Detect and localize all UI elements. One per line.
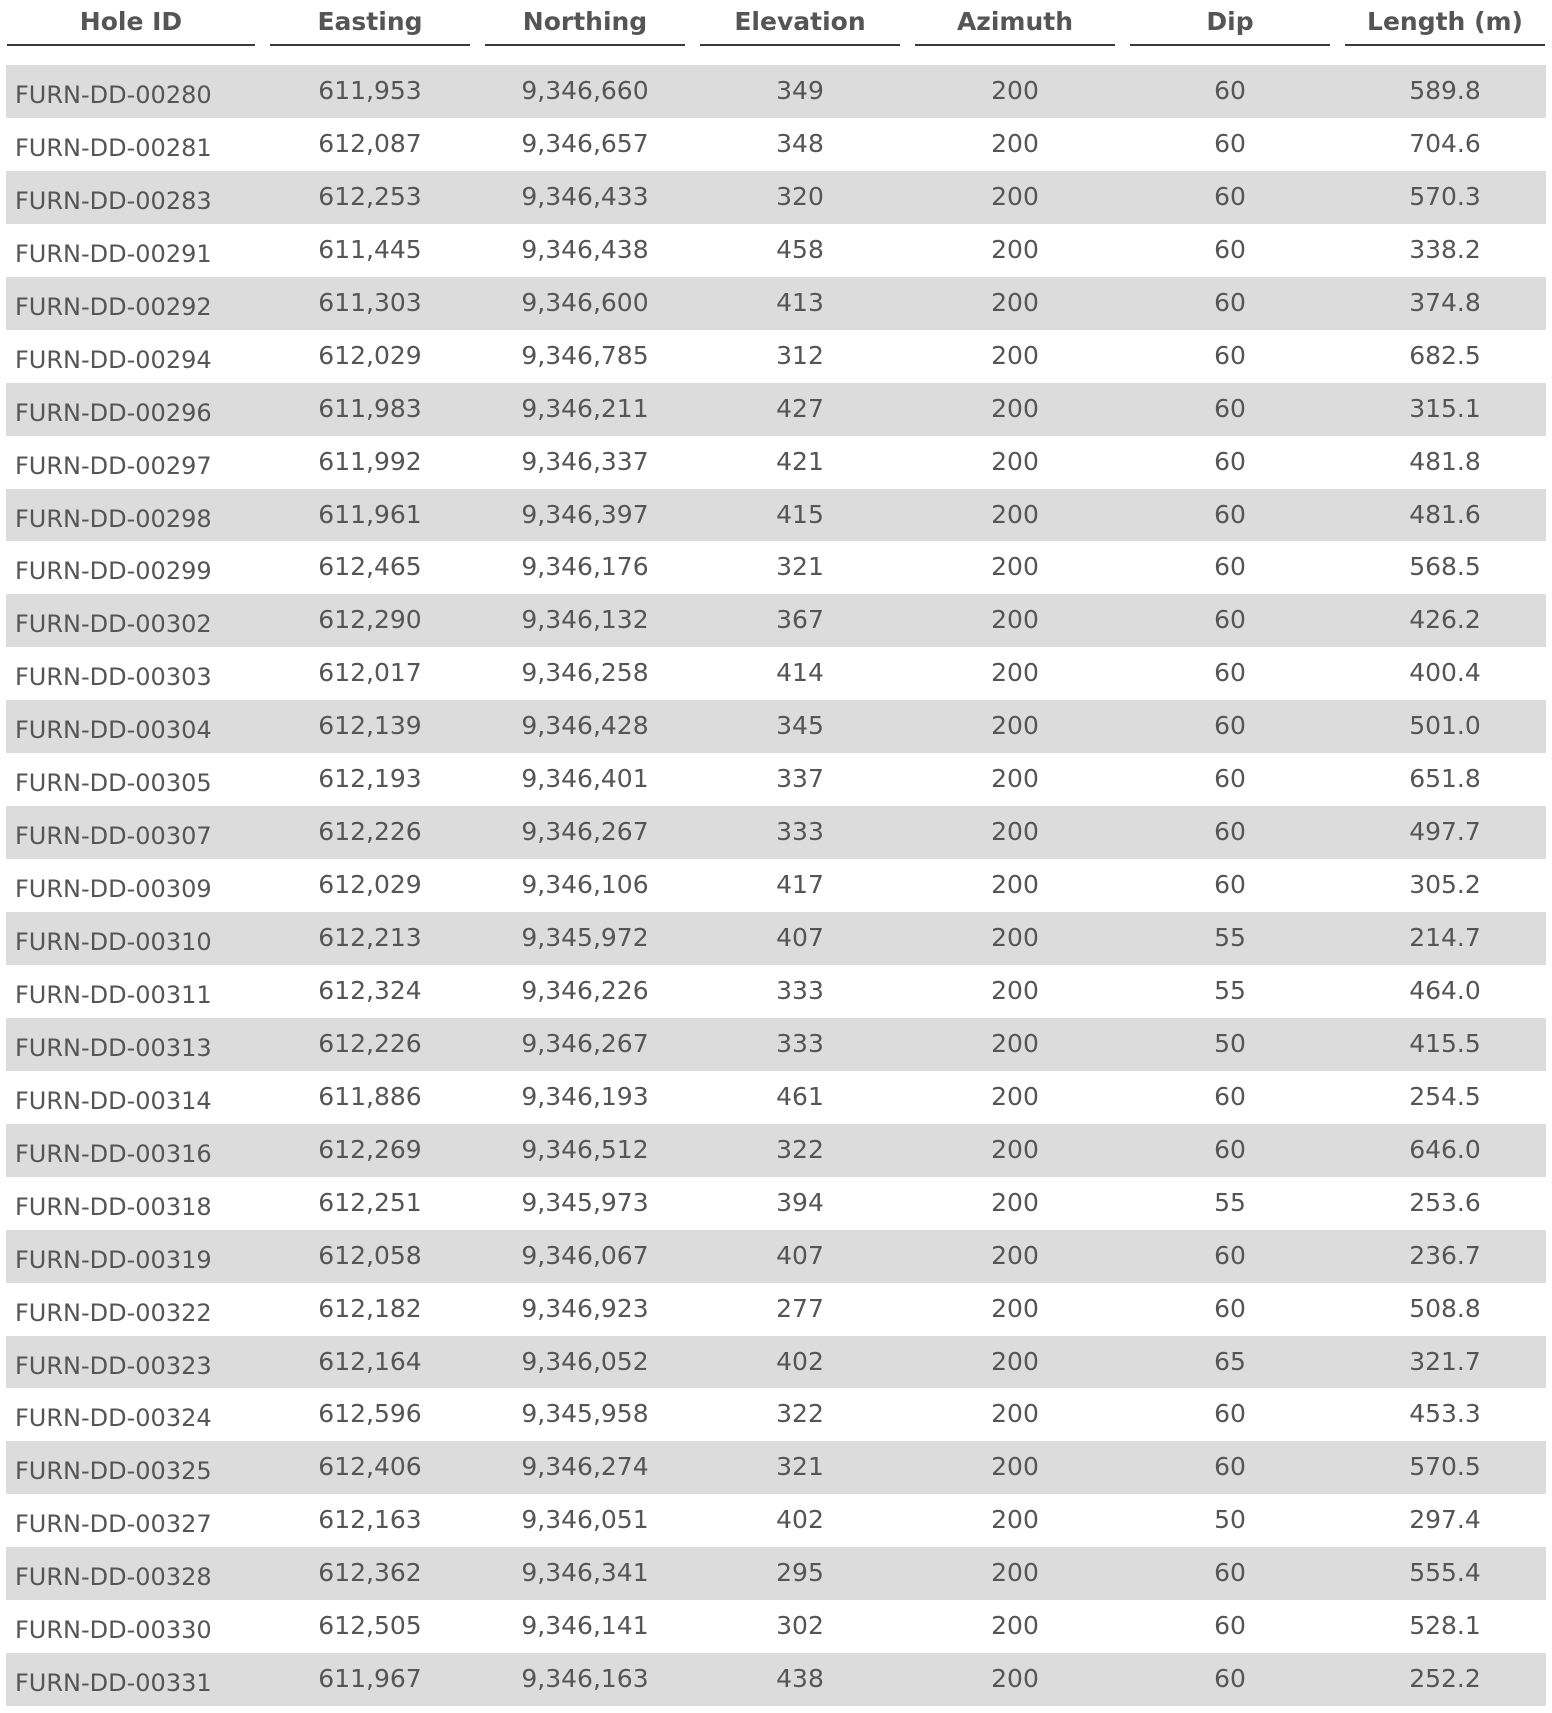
cell-azimuth: 200 [991,128,1039,158]
cell-elevation: 438 [776,1664,824,1694]
cell-elevation: 345 [776,711,824,741]
cell-northing: 9,346,106 [521,870,649,900]
cell-dip: 60 [1214,1134,1246,1164]
cell-hole-id: FURN-DD-00307 [15,822,212,851]
cell-hole-id: FURN-DD-00313 [15,1033,212,1062]
cell-easting: 611,953 [318,76,422,105]
cell-length: 555.4 [1409,1558,1481,1588]
cell-dip: 65 [1214,1346,1246,1376]
cell-northing: 9,345,958 [521,1399,649,1429]
cell-length: 481.8 [1409,446,1481,476]
cell-elevation: 295 [776,1558,824,1588]
cell-dip: 55 [1214,975,1246,1005]
cell-hole-id: FURN-DD-00327 [15,1510,212,1539]
cell-elevation: 322 [776,1134,824,1164]
cell-elevation: 427 [776,393,824,423]
cell-hole-id: FURN-DD-00314 [15,1086,212,1115]
table-header [0,0,1552,64]
cell-hole-id: FURN-DD-00280 [15,81,212,109]
cell-length: 508.8 [1409,1293,1481,1323]
column-header-dip[interactable]: Dip [1130,0,1330,46]
cell-azimuth: 200 [991,1081,1039,1111]
cell-easting: 611,961 [318,499,422,529]
table-row [6,1441,1546,1494]
cell-northing: 9,346,211 [521,393,649,423]
cell-easting: 612,164 [318,1346,422,1376]
cell-dip: 60 [1214,1081,1246,1111]
cell-azimuth: 200 [991,605,1039,635]
cell-azimuth: 200 [991,870,1039,900]
cell-northing: 9,346,067 [521,1240,649,1270]
cell-northing: 9,346,051 [521,1505,649,1535]
cell-length: 528.1 [1409,1611,1481,1641]
cell-elevation: 337 [776,764,824,794]
cell-easting: 612,362 [318,1558,422,1588]
cell-northing: 9,346,258 [521,658,649,688]
table-row [6,171,1546,224]
cell-length: 305.2 [1409,870,1481,900]
table-body [6,65,1546,1706]
cell-hole-id: FURN-DD-00309 [15,875,212,904]
cell-azimuth: 200 [991,1187,1039,1217]
cell-easting: 612,465 [318,552,422,582]
cell-dip: 60 [1214,1293,1246,1323]
cell-dip: 60 [1214,234,1246,264]
cell-length: 568.5 [1409,552,1481,582]
cell-azimuth: 200 [991,181,1039,211]
cell-elevation: 302 [776,1611,824,1641]
cell-hole-id: FURN-DD-00311 [15,980,212,1009]
cell-easting: 612,213 [318,923,422,952]
table-row [6,330,1546,383]
table-row [6,1124,1546,1177]
table-row [6,1071,1546,1124]
cell-azimuth: 200 [991,393,1039,423]
cell-northing: 9,346,141 [521,1611,649,1641]
cell-hole-id: FURN-DD-00305 [15,769,212,798]
cell-length: 497.7 [1409,817,1481,847]
cell-hole-id: FURN-DD-00322 [15,1298,212,1327]
cell-azimuth: 200 [991,658,1039,688]
cell-length: 646.0 [1409,1134,1481,1164]
cell-easting: 612,182 [318,1293,422,1323]
cell-northing: 9,346,923 [521,1293,649,1323]
cell-hole-id: FURN-DD-00323 [15,1351,212,1380]
cell-elevation: 367 [776,605,824,635]
cell-azimuth: 200 [991,76,1039,105]
table-row [6,1283,1546,1336]
column-header-hole-id[interactable]: Hole ID [7,0,255,46]
cell-dip: 60 [1214,1611,1246,1641]
cell-azimuth: 200 [991,1558,1039,1588]
cell-easting: 611,445 [318,234,422,264]
cell-length: 426.2 [1409,605,1481,635]
cell-elevation: 320 [776,181,824,211]
cell-hole-id: FURN-DD-00328 [15,1563,212,1592]
table-row [6,806,1546,859]
cell-length: 464.0 [1409,975,1481,1005]
cell-length: 252.2 [1409,1664,1481,1694]
cell-length: 315.1 [1409,393,1481,423]
cell-hole-id: FURN-DD-00297 [15,451,212,480]
cell-hole-id: FURN-DD-00310 [15,928,212,956]
cell-easting: 612,226 [318,817,422,847]
cell-easting: 612,017 [318,658,422,688]
cell-azimuth: 200 [991,340,1039,370]
cell-length: 481.6 [1409,499,1481,529]
cell-northing: 9,346,401 [521,764,649,794]
cell-azimuth: 200 [991,1452,1039,1482]
table-row [6,1018,1546,1071]
cell-easting: 612,139 [318,711,422,741]
column-header-length[interactable]: Length (m) [1345,0,1545,46]
table-row [6,912,1546,965]
cell-dip: 60 [1214,446,1246,476]
cell-easting: 612,290 [318,605,422,635]
cell-northing: 9,346,193 [521,1081,649,1111]
cell-azimuth: 200 [991,975,1039,1005]
cell-azimuth: 200 [991,1399,1039,1429]
cell-hole-id: FURN-DD-00325 [15,1457,212,1486]
cell-northing: 9,346,438 [521,234,649,264]
cell-elevation: 348 [776,128,824,158]
table-row [6,436,1546,489]
cell-easting: 612,596 [318,1399,422,1429]
cell-northing: 9,346,660 [521,76,649,105]
cell-azimuth: 200 [991,923,1039,952]
cell-dip: 50 [1214,1028,1246,1058]
table-row [6,277,1546,330]
cell-elevation: 458 [776,234,824,264]
cell-easting: 612,226 [318,1028,422,1058]
cell-hole-id: FURN-DD-00298 [15,504,212,533]
cell-azimuth: 200 [991,711,1039,741]
table-row [6,1388,1546,1441]
table-row [6,859,1546,912]
cell-northing: 9,346,163 [521,1664,649,1694]
cell-easting: 612,406 [318,1452,422,1482]
cell-hole-id: FURN-DD-00303 [15,663,212,692]
cell-azimuth: 200 [991,1505,1039,1535]
table-row [6,753,1546,806]
column-header-easting[interactable]: Easting [270,0,470,46]
cell-length: 254.5 [1409,1081,1481,1111]
cell-dip: 60 [1214,1664,1246,1694]
cell-elevation: 333 [776,817,824,847]
cell-hole-id: FURN-DD-00281 [15,133,212,162]
table-row [6,541,1546,594]
cell-length: 501.0 [1409,711,1481,741]
cell-length: 374.8 [1409,287,1481,317]
cell-easting: 612,269 [318,1134,422,1164]
table-row [6,1547,1546,1600]
cell-easting: 612,058 [318,1240,422,1270]
cell-northing: 9,346,657 [521,128,649,158]
cell-dip: 60 [1214,605,1246,635]
cell-azimuth: 200 [991,234,1039,264]
cell-easting: 611,983 [318,393,422,423]
cell-length: 704.6 [1409,128,1481,158]
cell-hole-id: FURN-DD-00331 [15,1669,212,1698]
cell-dip: 55 [1214,1187,1246,1217]
cell-elevation: 321 [776,1452,824,1482]
cell-dip: 60 [1214,552,1246,582]
cell-northing: 9,346,512 [521,1134,649,1164]
cell-elevation: 277 [776,1293,824,1323]
cell-northing: 9,346,132 [521,605,649,635]
cell-northing: 9,346,341 [521,1558,649,1588]
cell-hole-id: FURN-DD-00324 [15,1404,212,1433]
cell-elevation: 407 [776,923,824,952]
cell-hole-id: FURN-DD-00283 [15,186,212,215]
cell-dip: 60 [1214,1452,1246,1482]
table-row [6,1600,1546,1653]
cell-dip: 60 [1214,870,1246,900]
cell-dip: 60 [1214,711,1246,741]
cell-length: 415.5 [1409,1028,1481,1058]
cell-easting: 612,087 [318,128,422,158]
cell-length: 651.8 [1409,764,1481,794]
table-row [6,383,1546,436]
cell-easting: 611,303 [318,287,422,317]
cell-dip: 60 [1214,128,1246,158]
cell-azimuth: 200 [991,446,1039,476]
cell-elevation: 461 [776,1081,824,1111]
cell-easting: 612,324 [318,975,422,1005]
cell-northing: 9,346,274 [521,1452,649,1482]
cell-elevation: 407 [776,1240,824,1270]
cell-dip: 60 [1214,1399,1246,1429]
cell-length: 570.5 [1409,1452,1481,1482]
cell-northing: 9,346,226 [521,975,649,1005]
cell-azimuth: 200 [991,1240,1039,1270]
cell-northing: 9,346,433 [521,181,649,211]
cell-length: 338.2 [1409,234,1481,264]
cell-hole-id: FURN-DD-00330 [15,1616,212,1645]
cell-easting: 612,505 [318,1611,422,1641]
cell-dip: 60 [1214,76,1246,105]
table-row [6,700,1546,753]
cell-length: 682.5 [1409,340,1481,370]
cell-elevation: 333 [776,1028,824,1058]
cell-hole-id: FURN-DD-00294 [15,345,212,374]
cell-hole-id: FURN-DD-00304 [15,716,212,745]
cell-dip: 60 [1214,181,1246,211]
cell-hole-id: FURN-DD-00319 [15,1245,212,1274]
cell-azimuth: 200 [991,1611,1039,1641]
cell-elevation: 402 [776,1505,824,1535]
column-header-northing[interactable]: Northing [485,0,685,46]
cell-dip: 60 [1214,340,1246,370]
cell-azimuth: 200 [991,499,1039,529]
cell-dip: 60 [1214,1558,1246,1588]
cell-length: 589.8 [1409,76,1481,105]
cell-elevation: 349 [776,76,824,105]
cell-azimuth: 200 [991,764,1039,794]
table-row [6,647,1546,700]
cell-elevation: 414 [776,658,824,688]
cell-easting: 611,967 [318,1664,422,1694]
cell-elevation: 312 [776,340,824,370]
table-row [6,1336,1546,1389]
cell-length: 400.4 [1409,658,1481,688]
cell-dip: 60 [1214,393,1246,423]
cell-northing: 9,346,267 [521,1028,649,1058]
cell-northing: 9,346,785 [521,340,649,370]
cell-elevation: 394 [776,1187,824,1217]
cell-hole-id: FURN-DD-00291 [15,239,212,268]
cell-hole-id: FURN-DD-00296 [15,398,212,427]
cell-dip: 55 [1214,923,1246,952]
cell-dip: 50 [1214,1505,1246,1535]
cell-elevation: 321 [776,552,824,582]
cell-easting: 611,886 [318,1081,422,1111]
table-row [6,224,1546,277]
cell-dip: 60 [1214,764,1246,794]
cell-easting: 612,251 [318,1187,422,1217]
cell-azimuth: 200 [991,1028,1039,1058]
cell-northing: 9,345,973 [521,1187,649,1217]
cell-dip: 60 [1214,1240,1246,1270]
cell-hole-id: FURN-DD-00292 [15,292,212,321]
cell-easting: 612,163 [318,1505,422,1535]
cell-elevation: 402 [776,1346,824,1376]
column-header-azimuth[interactable]: Azimuth [915,0,1115,46]
table-row [6,118,1546,171]
cell-easting: 612,193 [318,764,422,794]
table-row [6,594,1546,647]
cell-elevation: 417 [776,870,824,900]
cell-northing: 9,346,267 [521,817,649,847]
cell-dip: 60 [1214,817,1246,847]
cell-azimuth: 200 [991,1664,1039,1694]
table-row [6,1653,1546,1706]
cell-northing: 9,346,428 [521,711,649,741]
cell-length: 236.7 [1409,1240,1481,1270]
cell-azimuth: 200 [991,1134,1039,1164]
cell-dip: 60 [1214,658,1246,688]
cell-elevation: 333 [776,975,824,1005]
cell-elevation: 322 [776,1399,824,1429]
cell-hole-id: FURN-DD-00302 [15,610,212,639]
cell-dip: 60 [1214,499,1246,529]
cell-northing: 9,345,972 [521,923,649,952]
cell-azimuth: 200 [991,1293,1039,1323]
cell-northing: 9,346,337 [521,446,649,476]
cell-easting: 612,029 [318,340,422,370]
cell-easting: 612,253 [318,181,422,211]
cell-azimuth: 200 [991,287,1039,317]
cell-azimuth: 200 [991,1346,1039,1376]
cell-northing: 9,346,600 [521,287,649,317]
table-row [6,1230,1546,1283]
cell-length: 214.7 [1409,923,1481,952]
table-row [6,965,1546,1018]
table-row [6,489,1546,542]
cell-hole-id: FURN-DD-00299 [15,557,212,586]
table-row [6,1494,1546,1547]
column-header-elevation[interactable]: Elevation [700,0,900,46]
cell-azimuth: 200 [991,817,1039,847]
cell-azimuth: 200 [991,552,1039,582]
cell-northing: 9,346,052 [521,1346,649,1376]
cell-northing: 9,346,397 [521,499,649,529]
cell-length: 453.3 [1409,1399,1481,1429]
cell-length: 570.3 [1409,181,1481,211]
cell-dip: 60 [1214,287,1246,317]
cell-elevation: 413 [776,287,824,317]
cell-length: 321.7 [1409,1346,1481,1376]
cell-elevation: 415 [776,499,824,529]
cell-length: 253.6 [1409,1187,1481,1217]
cell-hole-id: FURN-DD-00318 [15,1192,212,1221]
cell-elevation: 421 [776,446,824,476]
cell-length: 297.4 [1409,1505,1481,1535]
table-row [6,65,1546,118]
cell-easting: 612,029 [318,870,422,900]
table-row [6,1177,1546,1230]
cell-easting: 611,992 [318,446,422,476]
cell-hole-id: FURN-DD-00316 [15,1139,212,1168]
cell-northing: 9,346,176 [521,552,649,582]
